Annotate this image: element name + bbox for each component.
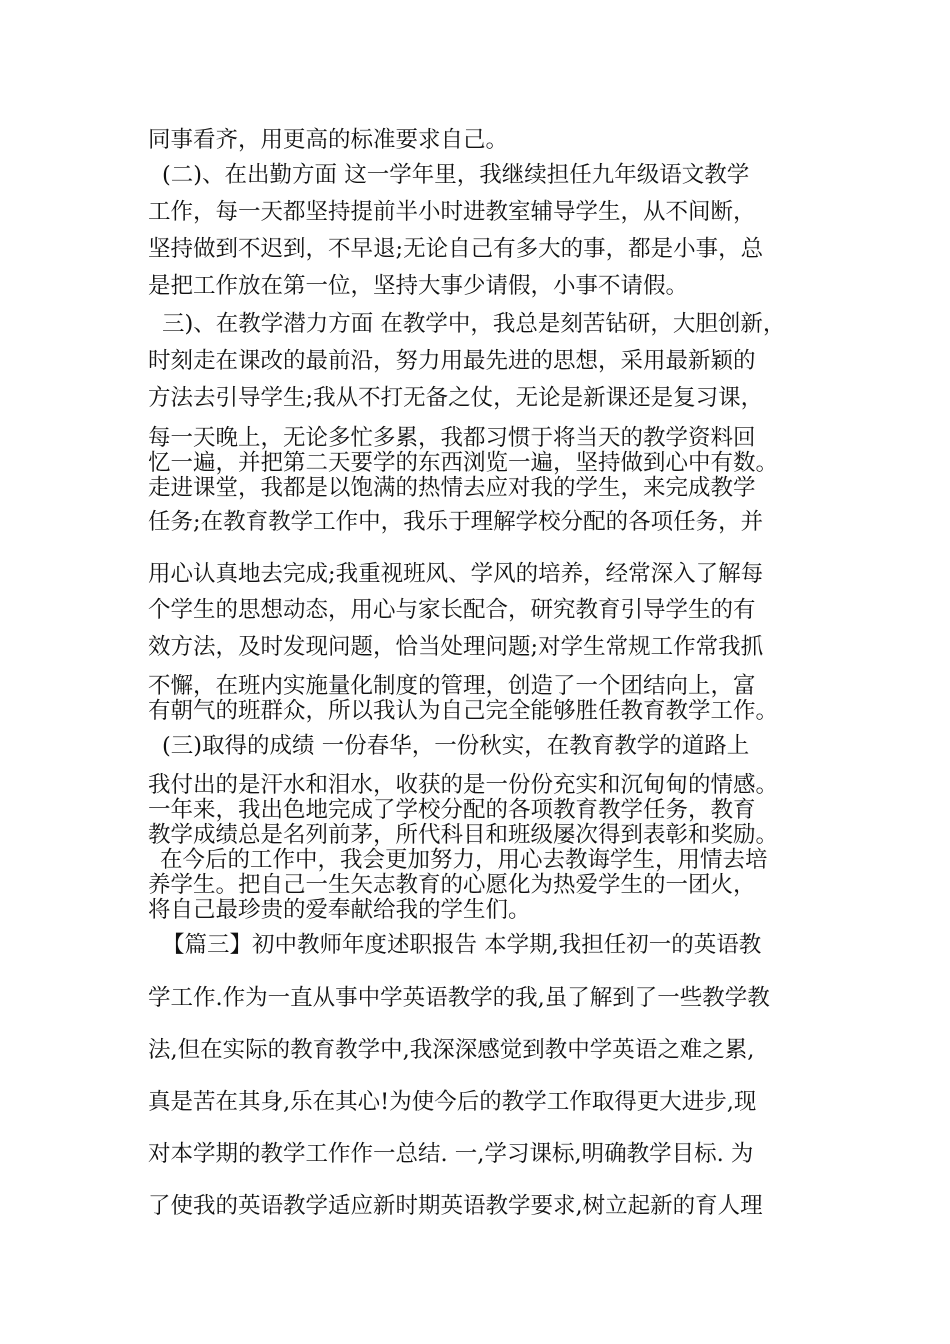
text-line: 了使我的英语教学适应新时期英语教学要求,树立起新的育人理 bbox=[148, 1193, 763, 1219]
text-line: 真是苦在其身,乐在其心!为使今后的教学工作取得更大进步,现 bbox=[148, 1089, 757, 1115]
text-line: 工作，每一天都坚持提前半小时进教室辅导学生，从不间断， bbox=[148, 199, 756, 225]
text-line: 学工作.作为一直从事中学英语教学的我,虽了解到了一些教学教 bbox=[148, 985, 770, 1011]
text-line: 教学成绩总是名列前茅，所代科目和班级屡次得到表彰和奖励。 bbox=[148, 822, 779, 848]
text-line: 将自己最珍贵的爱奉献给我的学生们。 bbox=[148, 897, 531, 923]
text-line: 忆一遍，并把第二天要学的东西浏览一遍，坚持做到心中有数。 bbox=[148, 450, 779, 476]
text-line: 同事看齐，用更高的标准要求自己。 bbox=[148, 127, 509, 153]
text-line: 一年来，我出色地完成了学校分配的各项教育教学任务，教育 bbox=[148, 797, 756, 823]
text-line: 个学生的思想动态，用心与家长配合，研究教育引导学生的有 bbox=[148, 597, 756, 623]
text-line: 我付出的是汗水和泪水，收获的是一份份充实和沉甸甸的情感。 bbox=[148, 772, 779, 798]
text-line: 方法去引导学生;我从不打无备之仗，无论是新课还是复习课， bbox=[148, 385, 764, 411]
text-line: 对本学期的教学工作作一总结. 一,学习课标,明确教学目标. 为 bbox=[148, 1141, 754, 1167]
text-line: 任务;在教育教学工作中，我乐于理解学校分配的各项任务，并 bbox=[148, 509, 764, 535]
text-line: (三)取得的成绩 一份春华，一份秋实，在教育教学的道路上 bbox=[162, 733, 750, 759]
text-line: 在今后的工作中，我会更加努力，用心去教诲学生，用情去培 bbox=[160, 847, 768, 873]
text-line: 坚持做到不迟到，不早退;无论自己有多大的事，都是小事，总 bbox=[148, 236, 764, 262]
text-line: (二)、在出勤方面 这一学年里，我继续担任九年级语文教学 bbox=[162, 162, 750, 188]
text-line: 走进课堂，我都是以饱满的热情去应对我的学生，来完成教学 bbox=[148, 475, 756, 501]
text-line: 养学生。把自己一生矢志教育的心愿化为热爱学生的一团火， bbox=[148, 872, 756, 898]
text-line: 效方法，及时发现问题，恰当处理问题;对学生常规工作常我抓 bbox=[148, 634, 764, 660]
text-line: 三)、在教学潜力方面 在教学中，我总是刻苦钻研，大胆创新， bbox=[162, 311, 786, 337]
text-line: 时刻走在课改的最前沿，努力用最先进的思想，采用最新颖的 bbox=[148, 348, 756, 374]
text-line: 用心认真地去完成;我重视班风、学风的培养，经常深入了解每 bbox=[148, 561, 764, 587]
text-line: 是把工作放在第一位，坚持大事少请假，小事不请假。 bbox=[148, 273, 689, 299]
text-line: 每一天晚上，无论多忙多累，我都习惯于将当天的教学资料回 bbox=[148, 425, 756, 451]
section-heading: 【篇三】初中教师年度述职报告 本学期,我担任初一的英语教 bbox=[162, 932, 762, 958]
text-line: 有朝气的班群众，所以我认为自己完全能够胜任教育教学工作。 bbox=[148, 698, 779, 724]
text-line: 法,但在实际的教育教学中,我深深感觉到教中学英语之难之累, bbox=[148, 1037, 755, 1063]
text-line: 不懈，在班内实施量化制度的管理，创造了一个团结向上，富 bbox=[148, 673, 756, 699]
